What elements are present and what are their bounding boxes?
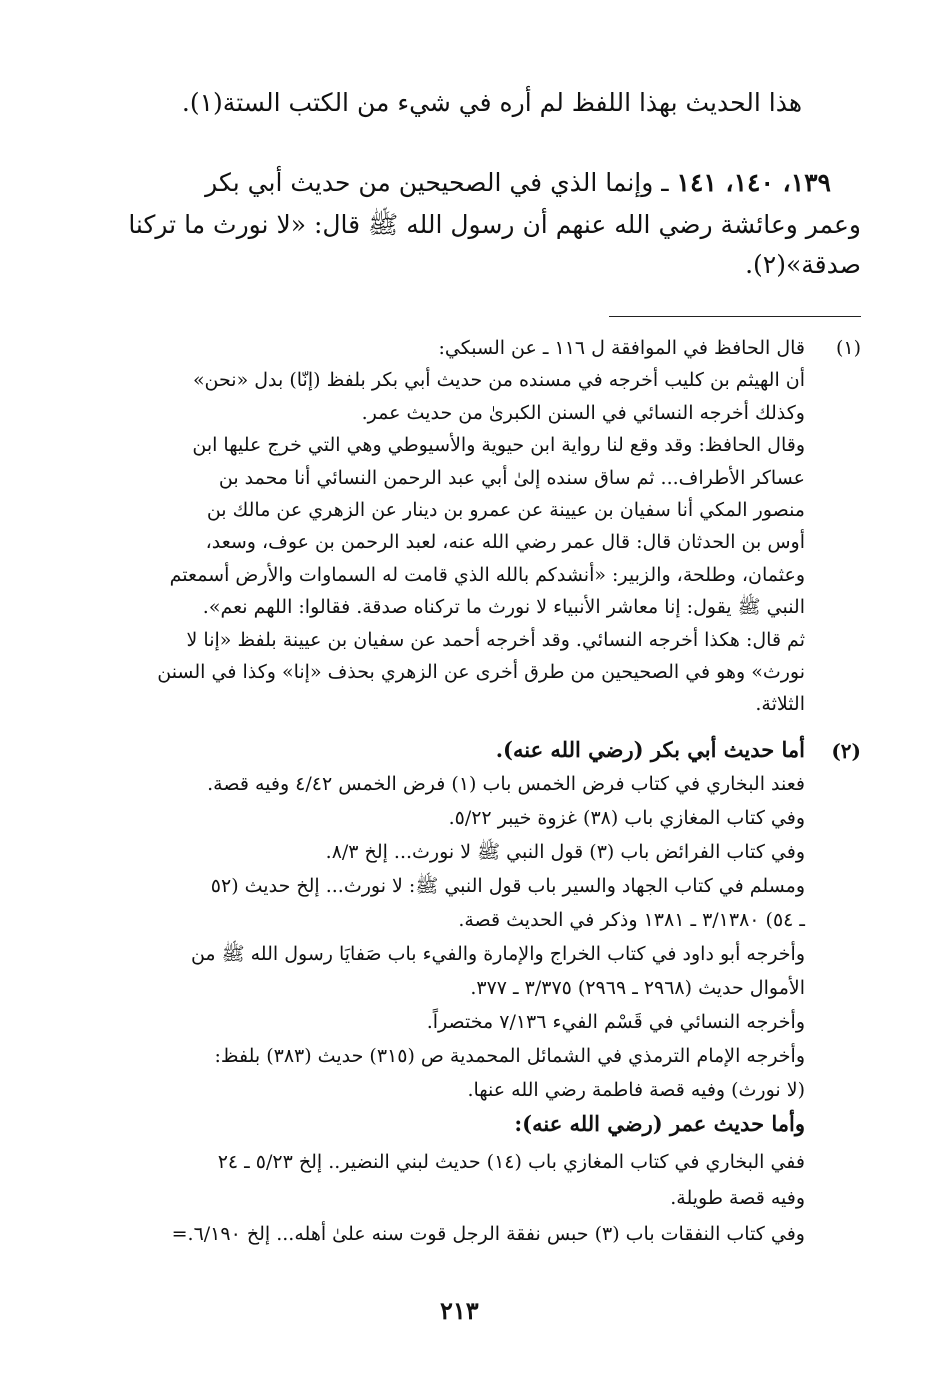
- main-paragraph-2-line-1: [0, 166, 831, 200]
- footnote-1-line-11: نورث» وهو في الصحيحين من طرق أخرى عن الزهري بحذف «إنا» وكذا في السنن: [157, 661, 805, 683]
- footnote-2a-line-8: وأخرجه النسائي في قَسْم الفيء ٧/١٣٦ مختصراً.: [426, 1011, 805, 1033]
- page-number: ٢١٣: [440, 1296, 479, 1325]
- footnote-2-heading-umar: وأما حديث عمر (رضي الله عنه):: [514, 1111, 805, 1136]
- footnote-2a-line-5: ـ ٥٤) ٣/١٣٨٠ ـ ١٣٨١ وذكر في الحديث قصة.: [458, 909, 805, 931]
- main-paragraph-2-line-1-text: ـ وإنما الذي في الصحيحين من حديث أبي بكر: [205, 168, 669, 197]
- footnote-1-line-6: منصور المكي أنا سفيان بن عيينة عن عمرو بن دينار عن الزهري عن مالك بن: [206, 499, 805, 521]
- footnote-2a-line-10: (لا نورث) وفيه قصة فاطمة رضي الله عنها.: [467, 1079, 805, 1101]
- footnote-2a-line-9: وأخرجه الإمام الترمذي في الشمائل المحمدية ص (٣١٥) حديث (٣٨٣) بلفظ:: [214, 1045, 805, 1067]
- footnote-1-marker: (١): [835, 337, 861, 359]
- footnote-2a-line-4: ومسلم في كتاب الجهاد والسير باب قول النبي ﷺ: لا نورث... إلخ حديث (٥٢: [210, 875, 805, 897]
- hadith-numbers: ١٣٩، ١٤٠، ١٤١: [676, 168, 831, 197]
- footnote-1-line-4: وقال الحافظ: وقد وقع لنا رواية ابن حيوية والأسيوطي وهي التي خرج عليها ابن: [192, 434, 805, 457]
- footnote-1-line-12: الثلاثة.: [755, 693, 805, 716]
- footnote-2a-line-6: وأخرجه أبو داود في كتاب الخراج والإمارة والفيء باب صَفايَا رسول الله ﷺ من: [190, 943, 805, 965]
- footnote-1-line-9: النبي ﷺ يقول: إنا معاشر الأنبياء لا نورث ما تركناه صدقة. فقالوا: اللهم نعم».: [202, 596, 805, 619]
- footnote-2b-line-3: وفي كتاب النفقات باب (٣) حبس نفقة الرجل قوت سنه علىٰ أهله... إلخ ٦/١٩٠.=: [171, 1223, 805, 1245]
- footnote-2a-line-2: وفي كتاب المغازي باب (٣٨) غزوة خيبر ٥/٢٢.: [448, 807, 805, 829]
- footnote-2a-line-1: فعند البخاري في كتاب فرض الخمس باب (١) فرض الخمس ٤/٤٢ وفيه قصة.: [207, 773, 805, 795]
- main-paragraph-2-line-2: وعمر وعائشة رضي الله عنهم أن رسول الله ﷺ قال: «لا نورث ما تركنا: [128, 210, 861, 239]
- footnote-2-marker: (٢): [831, 739, 861, 763]
- footnote-1-line-7: أوس بن الحدثان قال: قال عمر رضي الله عنه، لعبد الرحمن بن عوف، وسعد،: [205, 531, 805, 554]
- footnote-1-line-5: عساكر الأطراف... ثم ساق سنده إلىٰ أبي عبد الرحمن النسائي أنا محمد بن: [218, 466, 805, 489]
- footnote-1-line-1: قال الحافظ في الموافقة ل ١١٦ ـ عن السبكي:: [438, 337, 805, 359]
- main-paragraph-1: هذا الحديث بهذا اللفظ لم أره في شيء من الكتب الستة(١).: [181, 88, 802, 117]
- footnote-2-heading: أما حديث أبي بكر (رضي الله عنه).: [495, 737, 805, 762]
- footnote-2a-line-7: الأموال حديث (٢٩٦٨ ـ ٢٩٦٩) ٣/٣٧٥ ـ ٣٧٧.: [470, 977, 805, 999]
- footnote-separator: [609, 316, 861, 317]
- main-paragraph-2-line-3: صدقة»(٢).: [745, 250, 861, 279]
- footnote-2a-line-3: وفي كتاب الفرائض باب (٣) قول النبي ﷺ لا نورث... إلخ ٨/٣.: [325, 841, 805, 863]
- footnote-2b-line-2: وفيه قصة طويلة.: [670, 1187, 805, 1209]
- footnote-1-line-10: ثم قال: هكذا أخرجه النسائي. وقد أخرجه أحمد عن سفيان بن عيينة بلفظ «إنا لا: [186, 628, 805, 651]
- footnote-1-line-2: أن الهيثم بن كليب أخرجه في مسنده من حديث أبي بكر بلفظ (إنّا) بدل «نحن»: [192, 369, 805, 392]
- footnote-1-line-3: وكذلك أخرجه النسائي في السنن الكبرىٰ من حديث عمر.: [361, 401, 805, 424]
- footnote-2b-line-1: ففي البخاري في كتاب المغازي باب (١٤) حديث لبني النضير.. إلخ ٥/٢٣ ـ ٢٤: [217, 1151, 805, 1173]
- footnote-1-line-8: وعثمان، وطلحة، والزبير: «أنشدكم بالله الذي قامت له السماوات والأرض أسمعتم: [169, 563, 805, 586]
